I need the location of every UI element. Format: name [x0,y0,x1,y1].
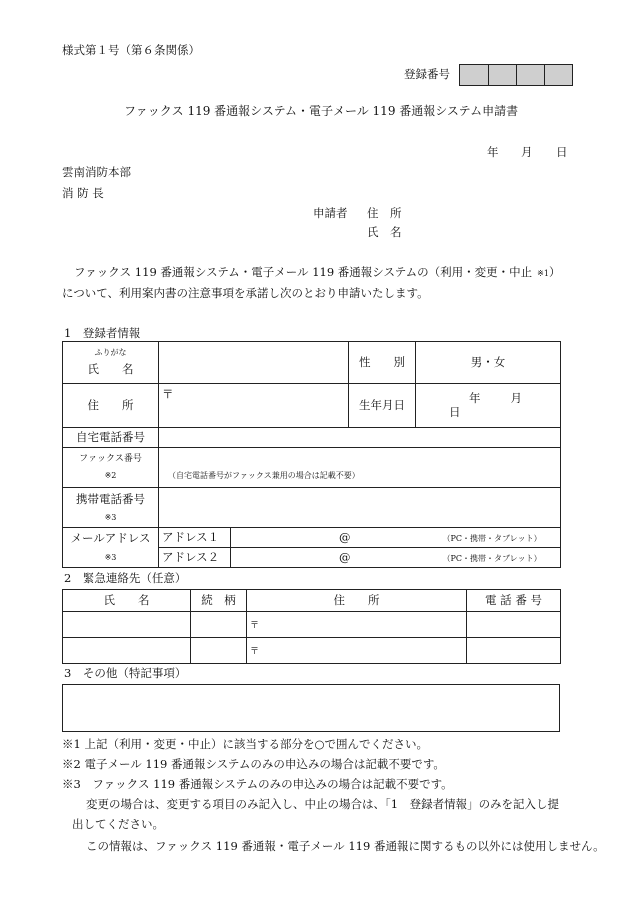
fax-label: ファックス番号 [79,454,142,465]
registration-number-boxes [459,64,573,86]
postal-mark: 〒 [162,387,174,401]
section2-heading: 2 緊急連絡先（任意） [64,571,187,585]
registration-label: 登録番号 [404,67,450,81]
intro-mark: ※1 [537,269,549,278]
mail-label: メールアドレス [70,531,151,546]
contact-name-field[interactable] [63,612,191,638]
address1-label: アドレス１ [159,528,231,548]
birth-label: 生年月日 [349,384,416,428]
mail-mark: ※3 [104,553,117,563]
mobile-field[interactable] [159,488,561,528]
date-day: 日 [556,145,568,159]
col-phone: 電 話 番 号 [467,590,561,612]
col-address: 住 所 [247,590,467,612]
address-label: 住 所 [63,384,159,428]
address1-field[interactable] [231,528,561,548]
registration-box[interactable] [516,65,544,85]
mobile-label-cell [63,488,159,528]
postal-mark: 〒 [250,620,260,631]
date-year: 年 [487,145,499,159]
birth-day: 日 [449,404,461,419]
contact-address-field[interactable] [247,638,467,664]
date-month: 月 [521,145,533,159]
address2-label: アドレス２ [159,548,231,568]
addressee-chief: 消 防 長 [62,186,104,200]
contact-name-field[interactable] [63,638,191,664]
fax-note: （自宅電話番号がファックス兼用の場合は記載不要） [168,471,360,481]
intro-line-1 [74,266,560,280]
note-1: ※1 上記（利用・変更・中止）に該当する部分を○で囲んでください。 [62,737,429,751]
emergency-row [63,638,561,664]
gender-value[interactable]: 男・女 [416,342,561,384]
intro-line-2: について、利用案内書の注意事項を承諾し次のとおり申請いたします。 [62,286,429,300]
address-field[interactable] [159,384,349,428]
name-field[interactable] [159,342,349,384]
applicant-address-label: 住 所 [367,206,402,220]
furigana-label: ふりがな [94,348,127,358]
birth-month: 月 [510,390,522,405]
addressee-office: 雲南消防本部 [62,165,131,179]
note-2: ※2 電子メール 119 番通報システムのみの申込みの場合は記載不要です。 [62,757,445,771]
form-title: ファックス 119 番通報システム・電子メール 119 番通報システム申請書 [124,104,519,118]
contact-relation-field[interactable] [191,612,247,638]
intro-text: ファックス 119 番通報システム・電子メール 119 番通報システムの（利用・変更・中止 [74,265,533,279]
at-sign: @ [339,549,351,564]
mobile-mark: ※3 [104,512,117,522]
change-instruction-1: 変更の場合は、変更する項目のみ記入し、中止の場合は、「1 登録者情報」のみを記入し提 [86,797,560,811]
intro-close: ） [548,265,561,279]
fax-mark: ※2 [104,471,117,481]
row-name [63,342,561,384]
applicant-label: 申請者 [313,206,348,220]
device-note: （PC・携帯・タブレット） [442,553,542,563]
applicant-name-label: 氏 名 [367,225,402,239]
contact-phone-field[interactable] [467,638,561,664]
emergency-header-row [63,590,561,612]
special-notes-field[interactable] [62,684,560,732]
postal-mark: 〒 [250,646,260,657]
fax-field[interactable] [159,448,561,488]
privacy-statement: この情報は、ファックス 119 番通報・電子メール 119 番通報に関するもの以外には使用しません。 [86,839,605,853]
registration-box[interactable] [488,65,516,85]
section3-heading: 3 その他（特記事項） [64,666,187,680]
contact-relation-field[interactable] [191,638,247,664]
registration-box[interactable] [544,65,572,85]
birth-year: 年 [469,390,481,405]
gender-label: 性 別 [349,342,416,384]
mobile-label: 携帯電話番号 [76,491,145,506]
registration-box[interactable] [460,65,488,85]
home-phone-field[interactable] [159,428,561,448]
mail-label-cell [63,528,159,568]
row-home-phone [63,428,561,448]
birthdate-field[interactable] [416,384,561,428]
form-number: 様式第１号（第６条関係） [62,43,200,57]
row-mobile [63,488,561,528]
address2-field[interactable] [231,548,561,568]
section1-heading: 1 登録者情報 [64,326,141,340]
row-address [63,384,561,428]
emergency-contact-table [62,589,561,664]
contact-address-field[interactable] [247,612,467,638]
at-sign: @ [339,529,351,544]
name-label-cell [63,342,159,384]
col-name: 氏 名 [63,590,191,612]
note-3: ※3 ファックス 119 番通報システムのみの申込みの場合は記載不要です。 [62,777,453,791]
row-mail-1 [63,528,561,548]
emergency-row [63,612,561,638]
registrant-table [62,341,561,568]
change-instruction-2: 出してください。 [72,817,164,831]
home-phone-label: 自宅電話番号 [63,428,159,448]
col-relation: 続 柄 [191,590,247,612]
row-fax [63,448,561,488]
device-note: （PC・携帯・タブレット） [442,533,542,543]
contact-phone-field[interactable] [467,612,561,638]
fax-label-cell [63,448,159,488]
name-label: 氏 名 [87,361,134,376]
